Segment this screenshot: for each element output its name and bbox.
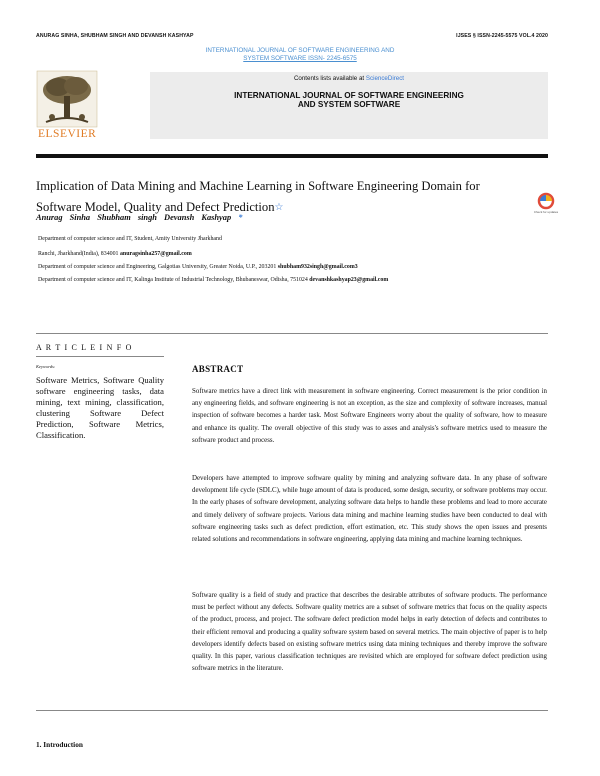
abstract-paragraph-2: Developers have attempted to improve software quality by mining and analyzing software data. In any phase of software development life cycle (SDLC), while huge amount of data is produced, some design, security, or software problems may occur. In the early phases of software development, analyzing software data helps to handle these problems and lead to more accurate and timely delivery of software projects. Various data mining and machine learning studies have been conducted to deal with software engineering tasks such as defect prediction, effort estimation, etc. This study shows the open issues and presents related solutions and recommendations in software engineering, applying data mining and machine learning techniques.	[192, 475, 547, 544]
title-footnote-star[interactable]: ☆	[274, 202, 284, 213]
journal-title	[150, 91, 548, 109]
check-updates-label: Check for updates	[533, 210, 559, 214]
elsevier-wordmark: ELSEVIER	[38, 128, 97, 140]
affiliation-2-text: Ranchi, Jharkhand(India), 834001	[38, 251, 120, 257]
sciencedirect-link[interactable]: ScienceDirect	[365, 75, 405, 82]
author-1[interactable]: Anurag Sinha	[36, 213, 91, 222]
abstract-heading: ABSTRACT	[192, 364, 244, 374]
affiliation-3-email[interactable]: shubham932singh@gmail.com3	[277, 264, 358, 270]
journal-title-line1: INTERNATIONAL JOURNAL OF SOFTWARE ENGINEERING	[234, 91, 464, 100]
article-info-divider	[36, 333, 548, 334]
header-divider	[36, 154, 548, 158]
abstract-paragraph-3: Software quality is a field of study and practice that describes the desirable attributes of software products. The performance must be perfect without any defects. Software quality metrics are a subset of software metrics that focus on the quality aspects of the product, process, and project. The software defect prediction model helps in early detection of defects and contributes to their efficient removal and producing a quality software system based on several metrics. The main objective of paper is to help developers identify defects based on existing software metrics using data mining techniques and thereby improve the software quality. In this paper, various classification techniques are revisited which are employed for software defect prediction using software metrics in the literature.	[192, 592, 547, 673]
keywords-list: Software Metrics, Software Quality software engineering tasks, data mining, text mining, classification, clustering Software Defect Prediction, Software Metrics, Classification.	[36, 375, 164, 440]
contents-available	[150, 75, 548, 82]
section-introduction: 1. Introduction	[36, 740, 83, 749]
running-header-authors: ANURAG SINHA, SHUBHAM SINGH AND DEVANSH KASHYAP	[36, 33, 194, 39]
author-2[interactable]: Shubham singh	[97, 213, 157, 222]
journal-header-box	[150, 72, 548, 139]
abstract-divider	[36, 710, 548, 711]
article-title	[36, 176, 556, 218]
affiliation-4-email[interactable]: devanshkashyap23@gmail.com	[309, 277, 389, 283]
elsevier-tree-icon	[36, 70, 98, 128]
article-title-line1: Implication of Data Mining and Machine Learning in Software Engineering Domain for	[36, 179, 480, 193]
contents-prefix: Contents lists available at	[293, 75, 365, 82]
affiliation-3-text: Department of computer science and Engineering, Galgotias University, Greater Noida, U.P., 203201	[38, 264, 278, 270]
author-3[interactable]: Devansh Kashyap	[164, 213, 232, 222]
running-header-issn: IJSES § ISSN-2245-5575 VOL.4 2020	[456, 33, 548, 39]
article-info-rule	[36, 356, 164, 357]
affiliation-4-text: Department of computer science and IT, Kalinga Institute of Industrial Technology, Bhubaneswar, Odisha, 751024	[38, 277, 310, 283]
elsevier-logo	[36, 70, 98, 142]
affiliation-1	[38, 236, 222, 242]
affiliation-4	[38, 277, 388, 283]
affiliation-3	[38, 264, 358, 270]
affiliation-1-text: Department of computer science and IT, Student, Amity University Jharkhand	[38, 236, 222, 242]
check-for-updates-badge[interactable]	[535, 192, 557, 218]
check-updates-icon	[535, 192, 557, 218]
journal-top-line1: INTERNATIONAL JOURNAL OF SOFTWARE ENGINEERING AND	[205, 47, 395, 54]
abstract-paragraph-1: Software metrics have a direct link with measurement in software engineering. Correct measurement is the prior condition in any engineering fields, and software engineering is not an exception, as the size and complexity of software increases, manual inspection of software becomes a harder task. Most Software Engineers worry about the quality of software, how to measure and enhance its quality. The overall objective of this study was to asses and analysis's software metrics used to measure the software product and process.	[192, 388, 547, 444]
article-info-heading: A R T I C L E I N F O	[36, 343, 133, 352]
affiliation-2	[38, 251, 192, 257]
journal-title-line2: AND SYSTEM SOFTWARE	[297, 100, 401, 109]
article-title-line2: Software Model, Quality and Defect Prediction	[36, 200, 275, 214]
author-mark: *	[238, 213, 243, 222]
author-list	[36, 213, 242, 222]
journal-top-line2[interactable]: SYSTEM SOFTWARE ISSN- 2245-6575	[243, 55, 357, 62]
affiliation-2-email[interactable]: anuragsinha257@gmail.com	[119, 251, 192, 257]
journal-top-title	[150, 47, 450, 63]
keywords-label: Keywords:	[36, 364, 56, 369]
